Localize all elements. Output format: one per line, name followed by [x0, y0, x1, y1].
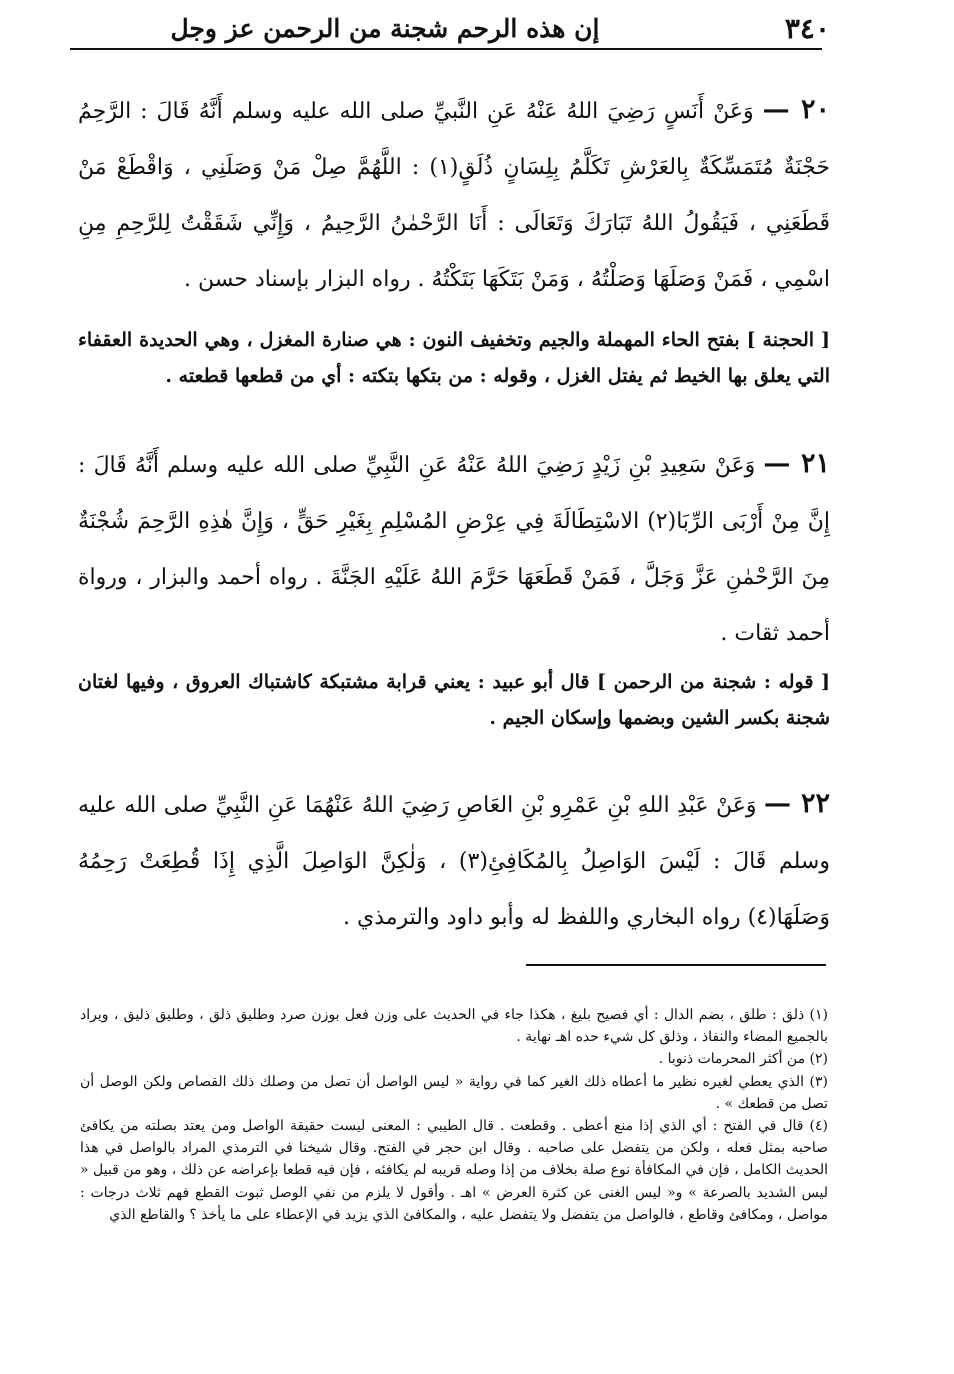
note-20	[78, 322, 830, 394]
footnote-1: (١) ذلق : طلق ، بضم الدال : أي فصيح بليغ ، هكذا جاء في الحديث على وزن فعل بوزن صرد وطليق ذلق ، وطليق ذليق ، ويراد بالجميع المضاء والنفاذ ، وذلق كل شيء حده اهـ نهاية .	[80, 1007, 828, 1046]
footnote-divider	[526, 964, 826, 966]
hadith-number: ٢٠ —	[762, 94, 831, 125]
footnote-3: (٣) الذي يعطي لغيره نظير ما أعطاه ذلك الغير كما في رواية « ليس الواصل أن تصل من وصلك ذلك القصاص ولكن الوصل أن تصل من قطعك » .	[80, 1073, 828, 1112]
note-text: [ قوله : شجنة من الرحمن ] قال أبو عبيد : يعني قرابة مشتبكة كاشتباك العروق ، وفيها لغتان شجنة بكسر الشين وبضمها وإسكان الجيم .	[78, 671, 830, 729]
footnotes	[80, 1004, 828, 1226]
hadith-20	[78, 82, 830, 308]
hadith-text: وَعَنْ سَعِيدِ بْنِ زَيْدٍ رَضِيَ اللهُ عَنْهُ عَنِ النَّبِيِّ صلى الله عليه وسلم أَنَّهُ قَالَ : إِنَّ مِنْ أَرْبَى الرِّبَا(٢) الاسْتِطَالَةَ فِي عِرْضِ المُسْلِمِ بِغَيْرِ حَقٍّ ، وَإِنَّ هٰذِهِ الرَّحِمَ شُجْنَةٌ مِنَ الرَّحْمٰنِ عَزَّ وَجَلَّ ، فَمَنْ قَطَعَهَا حَرَّمَ اللهُ عَلَيْهِ الجَنَّةَ . رواه أحمد والبزار ، ورواة أحمد ثقات .	[78, 453, 830, 646]
running-title: إن هذه الرحم شجنة من الرحمن عز وجل	[170, 14, 600, 43]
hadith-number: ٢٢ —	[764, 788, 830, 819]
footnote-4: (٤) قال في الفتح : أي الذي إذا منع أعطى . وقطعت . قال الطيبي : المعنى ليست حقيقة الواصل ومن يعتد بصلته من يكافئ صاحبه بمثل فعله ، ولكن من يتفضل على صاحبه . وقال ابن حجر في الفتح. وقال شيخنا في الترمذي المراد بالواصل في هذا الحديث الكامل ، فإن في المكافأة نوع صلة بخلاف من إذا وصله قريبه لم يكافئه ، فإن فيه قطعا بإعراضه عن ذلك ، وهو من قبيل « ليس الشديد بالصرعة » و« ليس الغنى عن كثرة العرض » اهـ . وأقول لا يلزم من نفي الوصل ثبوت القطع فهم ثلاث درجات : مواصل ، ومكافئ وقاطع ، فالواصل من يتفضل ولا يتفضل عليه ، والمكافئ الذي يزيد في الإعطاء على ما يأخذ ؟ والقاطع الذي	[80, 1118, 828, 1223]
hadith-text: وَعَنْ عَبْدِ اللهِ بْنِ عَمْرِو بْنِ العَاصِ رَضِيَ اللهُ عَنْهُمَا عَنِ النَّبِيِّ صلى الله عليه وسلم قَالَ : لَيْسَ الوَاصِلُ بِالمُكَافِئِ(٣) ، وَلٰكِنَّ الوَاصِلَ الَّذِي إِذَا قُطِعَتْ رَحِمُهُ وَصَلَهَا(٤) رواه البخاري واللفظ له وأبو داود والترمذي .	[78, 793, 830, 930]
hadith-21	[78, 436, 830, 662]
footnote-2: (٢) من أكثر المحرمات ذنوبا .	[658, 1051, 828, 1068]
note-text: [ الحجنة ] بفتح الحاء المهملة والجيم وتخفيف النون : هي صنارة المغزل ، وهي الحديدة العقفاء التي يعلق بها الخيط ثم يفتل الغزل ، وقوله : من بتكها بتكته : أي من قطعها قطعته .	[78, 329, 830, 387]
note-21	[78, 664, 830, 736]
hadith-22	[78, 776, 830, 946]
header-divider	[70, 48, 822, 50]
hadith-text: وَعَنْ أَنَسٍ رَضِيَ اللهُ عَنْهُ عَنِ النَّبيِّ صلى الله عليه وسلم أَنَّهُ قَالَ : الرَّحِمُ حَجْنَةٌ مُتَمَسِّكَةٌ بِالعَرْشِ تَكَلَّمُ بِلِسَانٍ ذُلَقٍ(١) : اللَّهُمَّ صِلْ مَنْ وَصَلَنِي ، وَاقْطَعْ مَنْ قَطَعَنِي ، فَيَقُولُ اللهُ تَبَارَكَ وَتَعَالَى : أَنَا الرَّحْمٰنُ الرَّحِيمُ ، وَإِنِّي شَقَقْتُ لِلرَّحِمِ مِنِ اسْمِي ، فَمَنْ وَصَلَهَا وَصَلْتُهُ ، وَمَنْ بَتَكَهَا بَتَكْتُهُ . رواه البزار بإسناد حسن .	[78, 99, 830, 292]
page-header	[60, 8, 830, 52]
hadith-number: ٢١ —	[763, 448, 830, 479]
page-number: ٣٤٠	[784, 12, 830, 45]
